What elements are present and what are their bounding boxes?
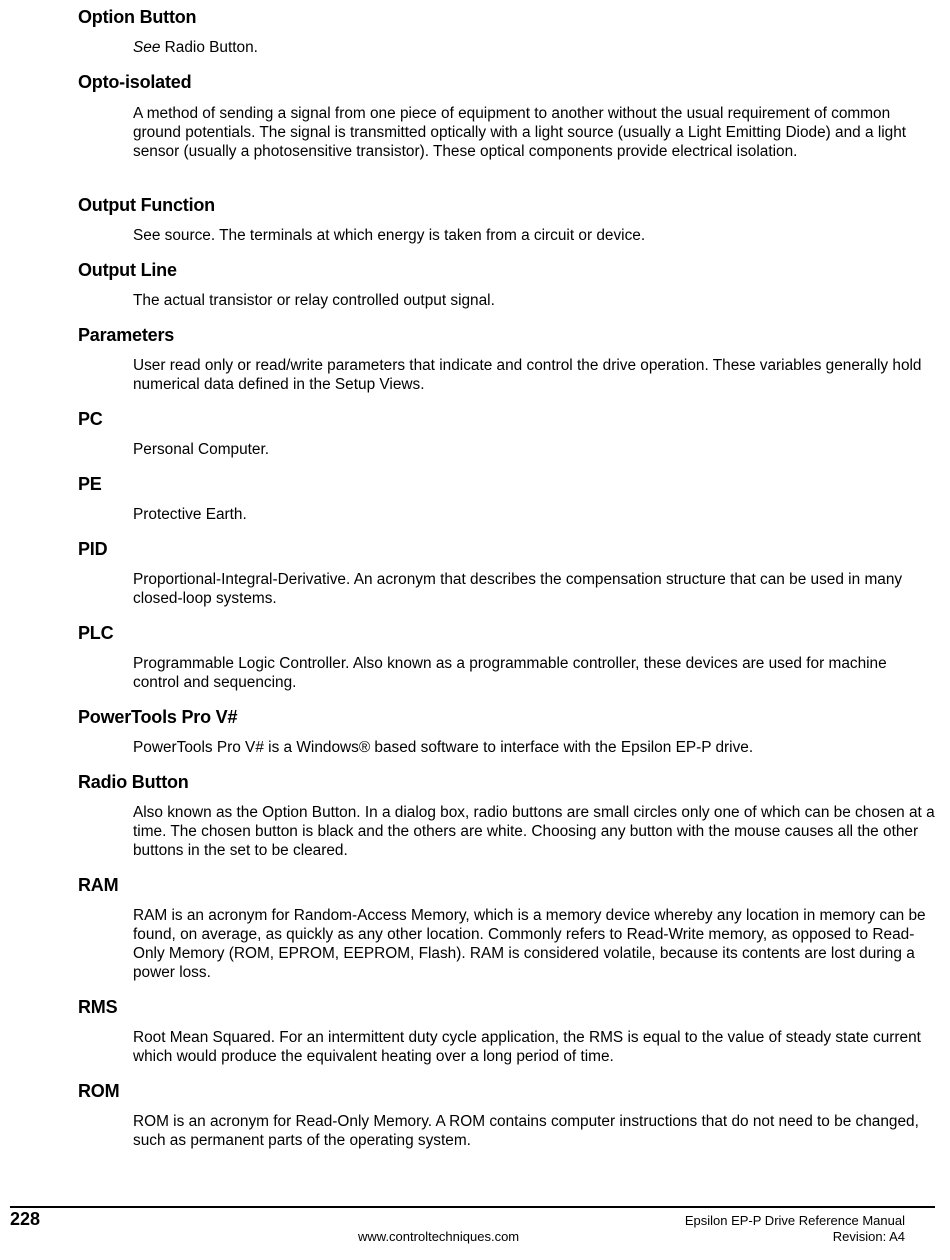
glossary-term: Output Function <box>78 195 215 215</box>
glossary-term: Opto-isolated <box>78 72 192 92</box>
glossary-definition: Root Mean Squared. For an intermittent duty cycle application, the RMS is equal to the value of steady state current which would produce the equivalent heating over a long period of time. <box>133 1029 921 1065</box>
glossary-definition: A method of sending a signal from one piece of equipment to another without the usual requirement of common ground potentials. The signal is transmitted optically with a light source (usually a Light Emitting Diode) and a light sensor (usually a photosensitive transistor). These optical components provide electrical isolation. <box>133 105 907 160</box>
glossary-definition: PowerTools Pro V# is a Windows® based software to interface with the Epsilon EP-P drive. <box>133 739 754 756</box>
glossary-term: Radio Button <box>78 772 189 792</box>
see-prefix: See <box>133 39 161 56</box>
glossary-term: RMS <box>78 997 118 1017</box>
glossary-term: PLC <box>78 623 114 643</box>
glossary-term: RAM <box>78 875 119 895</box>
glossary-definition: Programmable Logic Controller. Also known as a programmable controller, these devices are used for machine control and sequencing. <box>133 655 887 691</box>
glossary-definition: Proportional-Integral-Derivative. An acronym that describes the compensation structure that can be used in many closed-loop systems. <box>133 571 903 607</box>
glossary-definition: See source. The terminals at which energy is taken from a circuit or device. <box>133 227 646 244</box>
glossary-definition: The actual transistor or relay controlled output signal. <box>133 292 495 309</box>
glossary-term: PC <box>78 409 103 429</box>
footer-url: www.controltechniques.com <box>358 1229 520 1244</box>
glossary-term: PowerTools Pro V# <box>78 707 238 727</box>
footer-revision: Revision: A4 <box>832 1229 905 1244</box>
glossary-term: PE <box>78 474 102 494</box>
glossary-term: Output Line <box>78 260 177 280</box>
glossary-term: PID <box>78 539 108 559</box>
footer-manual-title: Epsilon EP-P Drive Reference Manual <box>684 1213 905 1228</box>
glossary-definition: ROM is an acronym for Read-Only Memory. A ROM contains computer instructions that do not need to be changed, such as permanent parts of the operating system. <box>133 1113 919 1149</box>
glossary-term: ROM <box>78 1081 120 1101</box>
glossary-definition: Protective Earth. <box>133 506 247 523</box>
glossary-term: Parameters <box>78 325 175 345</box>
glossary-term: Option Button <box>78 7 197 27</box>
glossary-definition: RAM is an acronym for Random-Access Memory, which is a memory device whereby any location in memory can be found, on average, as quickly as any other location. Commonly refers to Read-Write memory, as opposed to Read-Only Memory (ROM, EPROM, EEPROM, Flash). RAM is considered volatile, because its contents are lost during a power loss. <box>133 907 926 981</box>
footer-divider <box>10 1206 935 1208</box>
glossary-definition: Personal Computer. <box>133 441 270 458</box>
glossary-definition <box>133 38 935 57</box>
page-number: 228 <box>10 1209 41 1229</box>
definition-text: Radio Button. <box>160 39 258 56</box>
glossary-definition: User read only or read/write parameters that indicate and control the drive operation. These variables generally hold numerical data defined in the Setup Views. <box>133 357 922 393</box>
glossary-definition: Also known as the Option Button. In a dialog box, radio buttons are small circles only one of which can be chosen at a time. The chosen button is black and the others are white. Choosing any button with the mouse causes all the other buttons in the set to be cleared. <box>133 804 935 859</box>
